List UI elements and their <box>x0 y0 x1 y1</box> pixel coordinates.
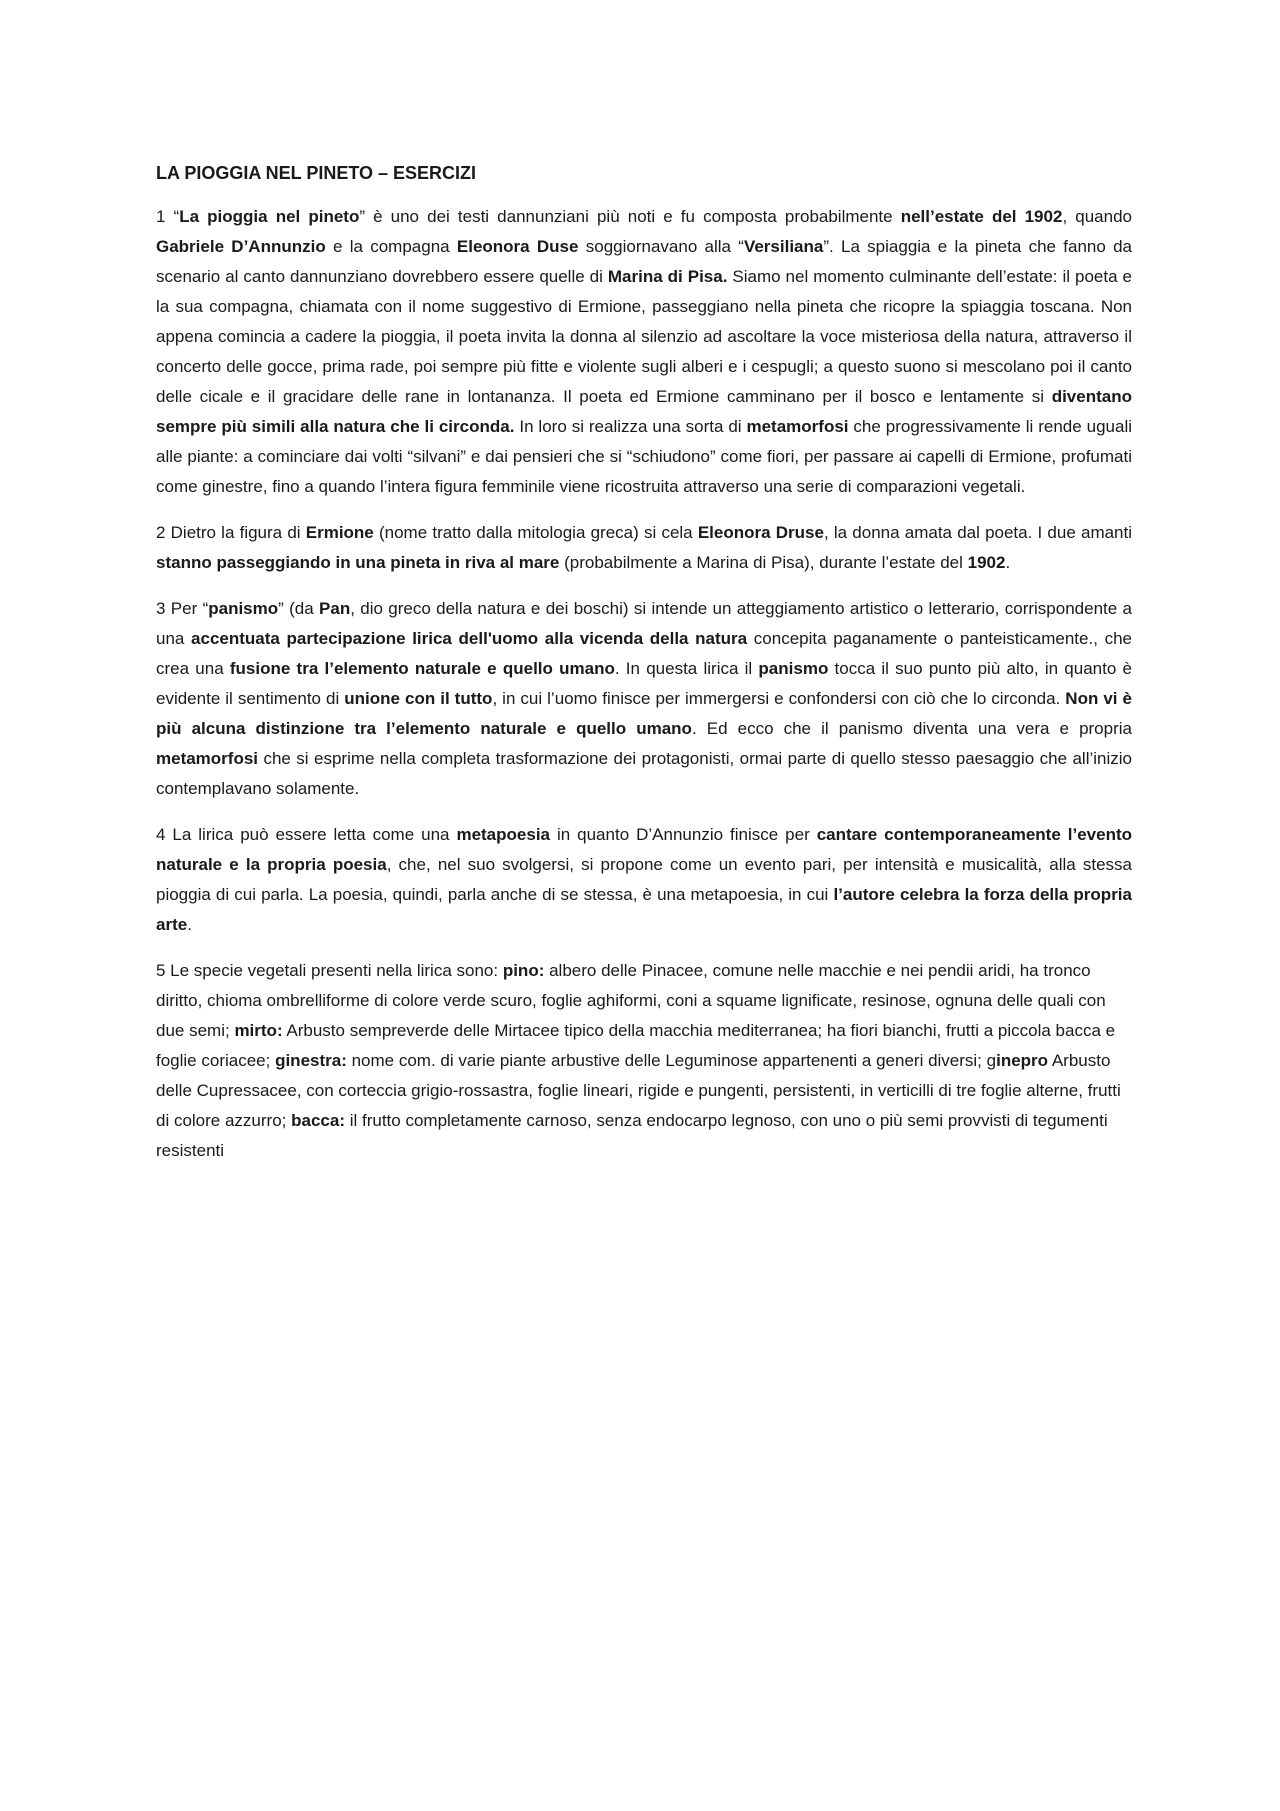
body-text: albero delle Pinacee, comune nelle macchie e nei pendii aridi, ha tronco diritto, chioma ombrelliforme di colore verde scuro, foglie aghiformi, coni a squame lignificate, resinose, ognuna delle quali con due semi; <box>156 961 1106 1040</box>
body-text: nome com. di varie piante arbustive delle Leguminose appartenenti a generi diversi; g <box>346 1051 997 1070</box>
bold-text: Marina di Pisa. <box>607 267 728 286</box>
body-text: . Ed ecco che il panismo diventa una vera e propria <box>691 719 1132 738</box>
bold-text: Eleonora Duse <box>456 237 579 256</box>
document-page <box>156 158 1132 1182</box>
bold-text: metamorfosi <box>746 417 849 436</box>
body-text: . In questa lirica il <box>614 659 759 678</box>
bold-text: bacca: <box>291 1111 345 1130</box>
body-text: Arbusto delle Cupressacee, con corteccia grigio-rossastra, foglie lineari, rigide e pungenti, persistenti, in verticilli di tre foglie alterne, frutti di colore azzurro; <box>156 1051 1121 1130</box>
paragraph-5 <box>156 956 1132 1166</box>
paragraph-3 <box>156 594 1132 804</box>
document-body <box>156 202 1132 1166</box>
body-text: (nome tratto dalla mitologia greca) si cela <box>373 523 698 542</box>
body-text: In loro si realizza una sorta di <box>514 417 747 436</box>
body-text: , in cui l’uomo finisce per immergersi e confondersi con ciò che lo circonda. <box>492 689 1066 708</box>
bold-text: fusione tra l’elemento naturale e quello umano <box>229 659 615 678</box>
body-text: 5 Le specie vegetali presenti nella lirica sono: <box>156 961 503 980</box>
body-text: , che, nel suo svolgersi, si propone come un evento pari, per intensità e musicalità, alla stessa pioggia di cui parla. La poesia, quindi, parla anche di se stessa, è una metapoesia, in cui <box>156 855 1132 904</box>
bold-text: metamorfosi <box>156 749 259 768</box>
paragraph-1 <box>156 202 1132 502</box>
bold-text: nell’estate del 1902 <box>900 207 1063 226</box>
bold-text: accentuata partecipazione lirica dell'uomo alla vicenda della natura <box>191 629 748 648</box>
body-text: 1 “ <box>156 207 180 226</box>
bold-text: mirto: <box>234 1021 283 1040</box>
paragraph-4 <box>156 820 1132 940</box>
body-text: , quando <box>1062 207 1132 226</box>
bold-text: 1902 <box>967 553 1006 572</box>
body-text: in quanto D’Annunzio finisce per <box>550 825 817 844</box>
bold-text: metapoesia <box>456 825 550 844</box>
bold-text: Non vi è più alcuna distinzione tra l’elemento naturale e quello umano <box>156 689 1132 738</box>
body-text: e la compagna <box>325 237 457 256</box>
body-text: , dio greco della natura e dei boschi) si intende un atteggiamento artistico o letterario, corrispondente a una <box>156 599 1132 648</box>
bold-text: La pioggia nel pineto <box>179 207 360 226</box>
bold-text: pino: <box>502 961 545 980</box>
body-text: 4 La lirica può essere letta come una <box>156 825 457 844</box>
body-text: tocca il suo punto più alto, in quanto è evidente il sentimento di <box>156 659 1132 708</box>
body-text: concepita paganamente o panteisticamente., che crea una <box>156 629 1132 678</box>
bold-text: cantare contemporaneamente l’evento naturale e la propria poesia <box>156 825 1133 874</box>
bold-text: unione con il tutto <box>344 689 493 708</box>
body-text: , la donna amata dal poeta. I due amanti <box>823 523 1133 542</box>
body-text: che si esprime nella completa trasformazione dei protagonisti, ormai parte di quello stesso paesaggio che all’inizio contemplavano solamente. <box>156 749 1132 798</box>
bold-text: Eleonora Druse <box>697 523 824 542</box>
body-text: . <box>1005 553 1011 572</box>
body-text: soggiornavano alla “ <box>578 237 744 256</box>
body-text: ” è uno dei testi dannunziani più noti e fu composta probabilmente <box>359 207 901 226</box>
document-title: LA PIOGGIA NEL PINETO – ESERCIZI <box>156 163 477 183</box>
body-text: ”. La spiaggia e la pineta che fanno da scenario al canto dannunziano dovrebbero essere quelle di <box>156 237 1132 286</box>
bold-text: ginestra: <box>275 1051 347 1070</box>
bold-text: Pan <box>319 599 351 618</box>
bold-text: diventano sempre più simili alla natura che li circonda. <box>156 387 1132 436</box>
paragraph-2 <box>156 518 1132 578</box>
bold-text: panismo <box>758 659 829 678</box>
body-text: 2 Dietro la figura di <box>156 523 306 542</box>
bold-text: Ermione <box>305 523 374 542</box>
body-text: che progressivamente li rende uguali alle piante: a cominciare dai volti “silvani” e dai pensieri che si “schiudono” come fiori, per passare ai capelli di Ermione, profumati come ginestre, fino a quando l’intera figura femminile viene ricostruita attraverso una serie di comparazioni vegetali. <box>156 417 1132 496</box>
body-text: . <box>187 915 192 934</box>
bold-text: Gabriele D’Annunzio <box>156 237 326 256</box>
bold-text: l’autore celebra la forza della propria arte <box>156 885 1132 934</box>
body-text: 3 Per “ <box>156 599 209 618</box>
body-text: il frutto completamente carnoso, senza endocarpo legnoso, con uno o più semi provvisti di tegumenti resistenti <box>156 1111 1108 1160</box>
body-text: ” (da <box>278 599 320 618</box>
body-text: (probabilmente a Marina di Pisa), durante l’estate del <box>559 553 968 572</box>
bold-text: stanno passeggiando in una pineta in riva al mare <box>156 553 560 572</box>
bold-text: inepro <box>996 1051 1049 1070</box>
bold-text: panismo <box>208 599 279 618</box>
body-text: Siamo nel momento culminante dell’estate: il poeta e la sua compagna, chiamata con il nome suggestivo di Ermione, passeggiano nella pineta che ricopre la spiaggia toscana. Non appena comincia a cadere la pioggia, il poeta invita la donna al silenzio ad ascoltare la voce misteriosa della natura, attraverso il concerto delle gocce, prima rade, poi sempre più fitte e violente sugli alberi e i cespugli; a questo suono si mescolano poi il canto delle cicale e il gracidare delle rane in lontananza. Il poeta ed Ermione camminano per il bosco e lentamente si <box>156 267 1132 406</box>
bold-text: Versiliana <box>743 237 824 256</box>
body-text: Arbusto sempreverde delle Mirtacee tipico della macchia mediterranea; ha fiori bianchi, frutti a piccola bacca e foglie coriacee; <box>156 1021 1116 1070</box>
